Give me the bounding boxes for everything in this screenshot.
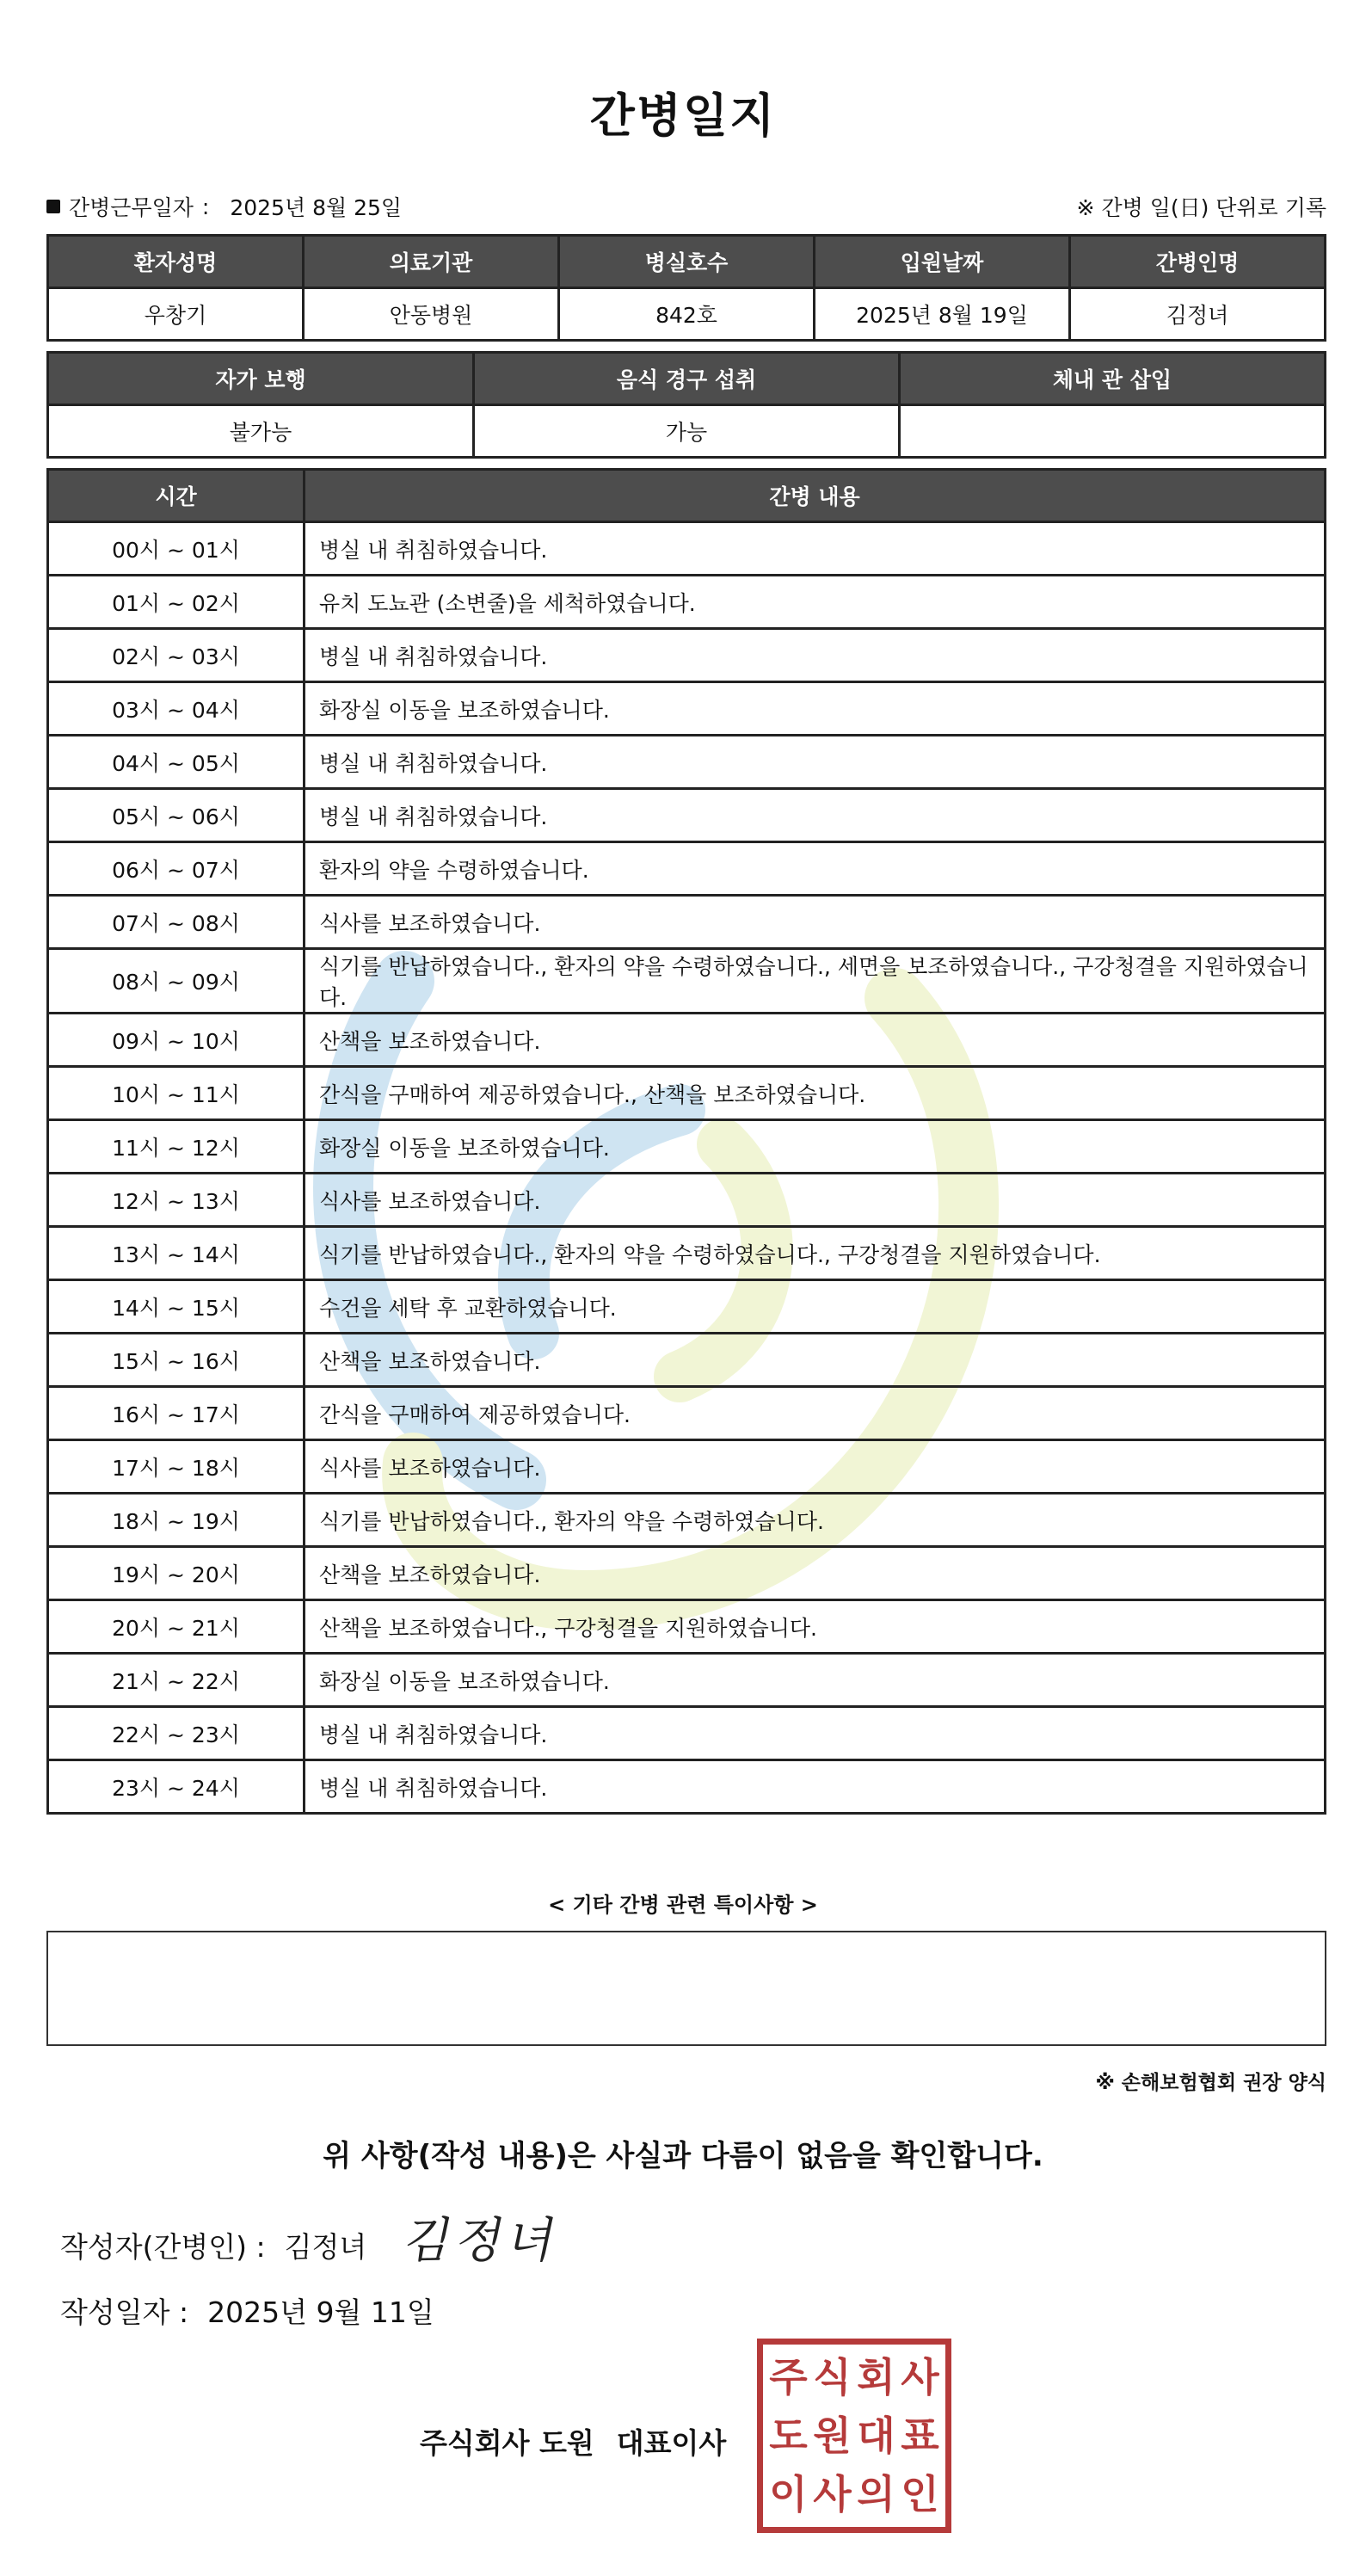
handwritten-signature: 김정녀 [399,2213,567,2269]
log-content: 병실 내 취침하였습니다. [305,522,1326,576]
log-row [48,522,1326,576]
info-header: 입원날짜 [815,236,1070,288]
status-header: 자가 보행 [48,353,474,405]
care-log-table [46,468,1326,1815]
writer-line [60,2225,366,2265]
info-header-row [48,236,1326,288]
log-content: 식기를 반납하였습니다., 환자의 약을 수령하였습니다., 구강청결을 지원하였습니다. [305,1227,1326,1280]
log-time: 02시 ~ 03시 [48,629,305,682]
info-value-row [48,288,1326,341]
log-row [48,736,1326,789]
log-row [48,1174,1326,1227]
status-header: 체내 관 삽입 [900,353,1326,405]
log-time: 23시 ~ 24시 [48,1760,305,1814]
log-time: 12시 ~ 13시 [48,1174,305,1227]
log-time: 15시 ~ 16시 [48,1334,305,1387]
header-row [46,191,1326,222]
log-row [48,1760,1326,1814]
log-content: 환자의 약을 수령하였습니다. [305,842,1326,896]
log-content: 병실 내 취침하였습니다. [305,629,1326,682]
square-bullet-icon [46,200,60,213]
log-time: 01시 ~ 02시 [48,576,305,629]
log-time: 19시 ~ 20시 [48,1547,305,1600]
status-value-row [48,405,1326,458]
log-row [48,1334,1326,1387]
log-content: 화장실 이동을 보조하였습니다. [305,1654,1326,1707]
log-time: 00시 ~ 01시 [48,522,305,576]
admission-date: 2025년 8월 19일 [815,288,1070,341]
log-time: 17시 ~ 18시 [48,1440,305,1494]
company-title: 대표이사 [616,2426,727,2460]
work-date-value: 2025년 8월 25일 [230,195,403,220]
log-row [48,576,1326,629]
log-content: 화장실 이동을 보조하였습니다. [305,1120,1326,1174]
seal-char: 인 [901,2471,939,2517]
log-content: 병실 내 취침하였습니다. [305,789,1326,842]
work-date [46,191,402,222]
log-content: 식사를 보조하였습니다. [305,896,1326,949]
log-row [48,629,1326,682]
log-content: 화장실 이동을 보조하였습니다. [305,682,1326,736]
log-content: 산책을 보조하였습니다. [305,1547,1326,1600]
log-content: 간식을 구매하여 제공하였습니다. [305,1387,1326,1440]
log-row [48,1227,1326,1280]
log-row [48,1387,1326,1440]
info-header: 환자성명 [48,236,304,288]
unit-note: ※ 간병 일(日) 단위로 기록 [1076,195,1326,220]
special-notes-title: < 기타 간병 관련 특이사항 > [548,1893,818,1917]
caregiver-name: 김정녀 [1070,288,1326,341]
patient-info-table [46,234,1326,342]
written-date-label: 작성일자 : [60,2296,189,2329]
seal-char: 사 [813,2471,852,2517]
log-content: 간식을 구매하여 제공하였습니다., 산책을 보조하였습니다. [305,1067,1326,1120]
room-number: 842호 [559,288,815,341]
writer-label: 작성자(간병인) : [60,2230,266,2264]
tube-insertion-status [900,405,1326,458]
log-row [48,1547,1326,1600]
log-content: 수건을 세탁 후 교환하였습니다. [305,1280,1326,1334]
log-time: 05시 ~ 06시 [48,789,305,842]
log-content: 산책을 보조하였습니다. [305,1334,1326,1387]
log-time: 06시 ~ 07시 [48,842,305,896]
confirmation-statement: 위 사항(작성 내용)은 사실과 다름이 없음을 확인합니다. [323,2139,1043,2173]
log-content: 병실 내 취침하였습니다. [305,736,1326,789]
company-name: 주식회사 도원 [420,2426,594,2460]
log-content: 식기를 반납하였습니다., 환자의 약을 수령하였습니다. [305,1494,1326,1547]
log-content: 산책을 보조하였습니다. [305,1014,1326,1067]
log-content: 식사를 보조하였습니다. [305,1174,1326,1227]
log-row [48,789,1326,842]
seal-char: 이 [769,2471,808,2517]
log-content: 산책을 보조하였습니다., 구강청결을 지원하였습니다. [305,1600,1326,1654]
log-row [48,949,1326,1014]
seal-char: 원 [813,2413,852,2459]
writer-name: 김정녀 [284,2230,367,2264]
log-content: 병실 내 취침하였습니다. [305,1707,1326,1760]
patient-status-table [46,351,1326,459]
page-title: 간병일지 [589,89,777,143]
log-content: 병실 내 취침하였습니다. [305,1760,1326,1814]
seal-char: 사 [901,2354,939,2400]
log-time: 08시 ~ 09시 [48,949,305,1014]
log-content: 식기를 반납하였습니다., 환자의 약을 수령하였습니다., 세면을 보조하였습니다., 구강청결을 지원하였습니다. [305,949,1326,1014]
info-header: 의료기관 [304,236,559,288]
time-column-header: 시간 [48,470,305,522]
seal-char: 대 [857,2413,895,2459]
log-content: 유치 도뇨관 (소변줄)을 세척하였습니다. [305,576,1326,629]
log-row [48,896,1326,949]
log-time: 16시 ~ 17시 [48,1387,305,1440]
special-notes-box [46,1931,1326,2046]
content-column-header: 간병 내용 [305,470,1326,522]
log-time: 20시 ~ 21시 [48,1600,305,1654]
info-header: 간병인명 [1070,236,1326,288]
log-row [48,1707,1326,1760]
seal-char: 주 [769,2354,808,2400]
hospital-name: 안동병원 [304,288,559,341]
log-content: 식사를 보조하였습니다. [305,1440,1326,1494]
form-note: ※ 손해보험협회 권장 양식 [1095,2072,1326,2094]
log-row [48,1600,1326,1654]
log-time: 03시 ~ 04시 [48,682,305,736]
info-header: 병실호수 [559,236,815,288]
seal-char: 식 [813,2354,852,2400]
log-row [48,1440,1326,1494]
log-row [48,1014,1326,1067]
patient-name: 우창기 [48,288,304,341]
status-header: 음식 경구 섭취 [474,353,900,405]
log-time: 13시 ~ 14시 [48,1227,305,1280]
log-time: 09시 ~ 10시 [48,1014,305,1067]
log-row [48,682,1326,736]
log-time: 22시 ~ 23시 [48,1707,305,1760]
log-time: 04시 ~ 05시 [48,736,305,789]
self-walking-status: 불가능 [48,405,474,458]
seal-char: 표 [901,2413,939,2459]
written-date-value: 2025년 9월 11일 [207,2296,434,2329]
seal-char: 회 [857,2354,895,2400]
log-row [48,1280,1326,1334]
company-line [420,2421,726,2462]
status-header-row [48,353,1326,405]
log-time: 07시 ~ 08시 [48,896,305,949]
written-date-line [60,2290,434,2331]
log-rows [48,522,1326,1814]
company-seal-stamp [757,2339,951,2533]
oral-intake-status: 가능 [474,405,900,458]
seal-char: 도 [769,2413,808,2459]
log-row [48,1494,1326,1547]
log-header-row [48,470,1326,522]
log-time: 21시 ~ 22시 [48,1654,305,1707]
log-time: 14시 ~ 15시 [48,1280,305,1334]
log-time: 11시 ~ 12시 [48,1120,305,1174]
log-row [48,1120,1326,1174]
work-date-label: 간병근무일자 [69,195,194,220]
log-row [48,1067,1326,1120]
log-time: 10시 ~ 11시 [48,1067,305,1120]
work-date-separator: : [201,194,210,219]
log-row [48,842,1326,896]
log-row [48,1654,1326,1707]
log-time: 18시 ~ 19시 [48,1494,305,1547]
seal-char: 의 [857,2471,895,2517]
